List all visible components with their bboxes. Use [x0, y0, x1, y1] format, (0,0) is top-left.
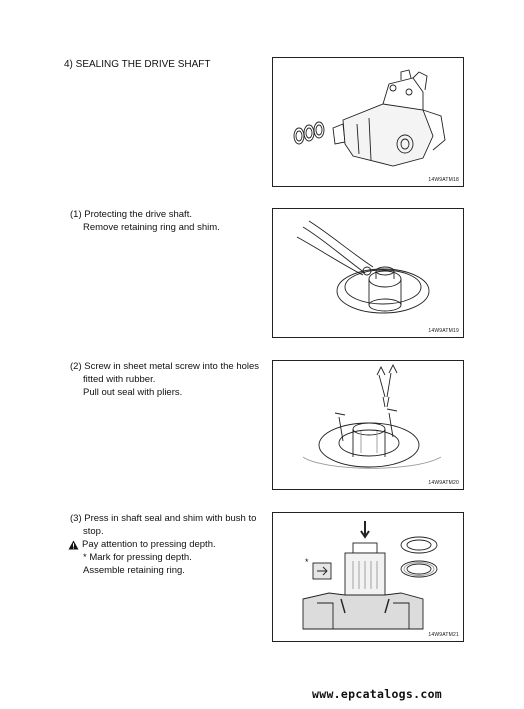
warning-text: Pay attention to pressing depth. [82, 539, 216, 550]
figure-remove-retaining-ring [272, 208, 464, 338]
step-1 [70, 208, 220, 234]
motor-illustration [273, 58, 463, 186]
figure-pull-out-seal [272, 360, 464, 490]
step-3-line-5: Assemble retaining ring. [83, 565, 185, 576]
step-1-title: (1) Protecting the drive shaft. [70, 209, 192, 220]
footer-url[interactable]: www.epcatalogs.com [312, 687, 443, 701]
figure-id: 14W9ATM18 [428, 177, 459, 183]
warning [68, 538, 256, 551]
press-seal-illustration [273, 513, 463, 641]
step-2-line-3: Pull out seal with pliers. [83, 387, 183, 398]
step-3-line-2: stop. [83, 526, 104, 537]
seal-removal-illustration [273, 361, 463, 489]
step-2-line-2: fitted with rubber. [83, 374, 156, 385]
step-3 [70, 512, 256, 577]
warning-triangle-icon [68, 540, 79, 550]
section-heading: 4) SEALING THE DRIVE SHAFT [64, 59, 211, 70]
figure-id: 14W9ATM19 [428, 328, 459, 334]
step-1-instruction: Remove retaining ring and shim. [83, 222, 220, 233]
step-2 [70, 360, 259, 399]
pressing-depth-marker: * [305, 557, 309, 567]
step-3-note: * Mark for pressing depth. [83, 552, 192, 563]
figure-press-shaft-seal [272, 512, 464, 642]
step-3-title: (3) Press in shaft seal and shim with bush to [70, 513, 257, 524]
pliers-shaft-illustration [273, 209, 463, 337]
figure-motor-assembly [272, 57, 464, 187]
figure-id: 14W9ATM20 [428, 480, 459, 486]
step-2-title: (2) Screw in sheet metal screw into the holes [70, 361, 260, 372]
figure-id: 14W9ATM21 [428, 632, 459, 638]
